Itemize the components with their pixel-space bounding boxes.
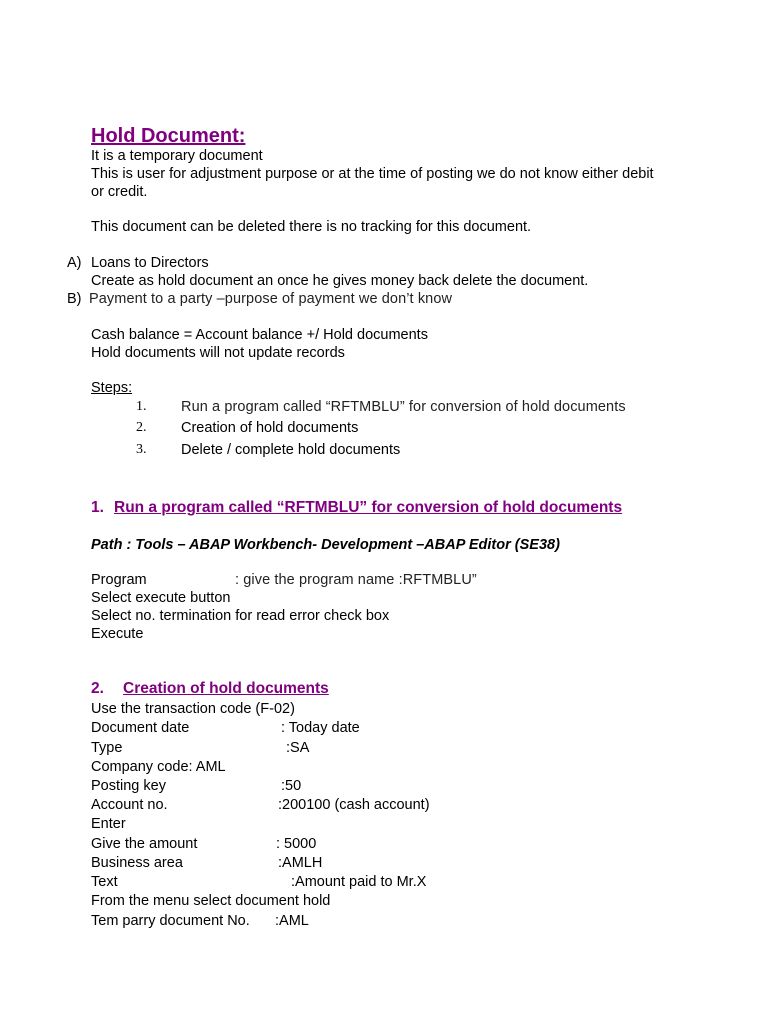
step-number: 2.	[136, 420, 147, 435]
section2-tcode: Use the transaction code (F-02)	[91, 701, 295, 717]
section1-number: 1.	[91, 499, 104, 516]
field-label: Tem parry document No.	[91, 913, 250, 929]
balance-line: Hold documents will not update records	[91, 345, 345, 361]
step-text: Delete / complete hold documents	[181, 442, 401, 458]
field-value: :50	[281, 778, 302, 794]
case-a-title: Loans to Directors	[91, 255, 209, 271]
section1-line: Select no. termination for read error check box	[91, 608, 390, 624]
intro-line: or credit.	[91, 184, 148, 200]
intro-line: This is user for adjustment purpose or at the time of posting we do not know either debit	[91, 166, 654, 182]
section1-path: Path : Tools – ABAP Workbench- Development –ABAP Editor (SE38)	[91, 537, 560, 553]
field-label: Account no.	[91, 797, 168, 813]
case-b-marker: B)	[67, 291, 82, 307]
case-a-text: Create as hold document an once he gives money back delete the document.	[91, 273, 589, 289]
section1-line: Execute	[91, 626, 144, 642]
field-label: Enter	[91, 816, 126, 832]
field-value: : Today date	[281, 720, 360, 736]
step-number: 3.	[136, 442, 147, 457]
intro-line: It is a temporary document	[91, 148, 263, 164]
field-value: :Amount paid to Mr.X	[291, 874, 427, 890]
section2-heading: Creation of hold documents	[123, 680, 329, 697]
section1-line: Select execute button	[91, 590, 231, 606]
program-label: Program	[91, 572, 147, 588]
case-b-title: Payment to a party –purpose of payment we don’t know	[89, 291, 453, 307]
field-label: Business area	[91, 855, 183, 871]
case-a-marker: A)	[67, 255, 82, 271]
step-number: 1.	[136, 399, 147, 414]
section1-heading: Run a program called “RFTMBLU” for conversion of hold documents	[114, 499, 623, 516]
field-label: Text	[91, 874, 118, 890]
field-value: :AML	[275, 913, 309, 929]
field-value: :SA	[286, 740, 310, 756]
step-text: Run a program called “RFTMBLU” for conversion of hold documents	[181, 399, 626, 415]
field-value: : 5000	[276, 836, 317, 852]
steps-label: Steps:	[91, 380, 133, 396]
field-label: Give the amount	[91, 836, 198, 852]
intro-line: This document can be deleted there is no tracking for this document.	[91, 219, 532, 235]
field-label: Type	[91, 740, 123, 756]
field-value: :200100 (cash account)	[278, 797, 430, 813]
page-title: Hold Document:	[91, 125, 246, 147]
step-text: Creation of hold documents	[181, 420, 359, 436]
field-label: Document date	[91, 720, 190, 736]
program-value: : give the program name :RFTMBLU”	[235, 572, 477, 588]
field-label: From the menu select document hold	[91, 893, 331, 909]
field-label: Company code: AML	[91, 759, 226, 775]
balance-line: Cash balance = Account balance +/ Hold documents	[91, 327, 428, 343]
field-label: Posting key	[91, 778, 166, 794]
field-value: :AMLH	[278, 855, 323, 871]
section2-number: 2.	[91, 680, 104, 697]
